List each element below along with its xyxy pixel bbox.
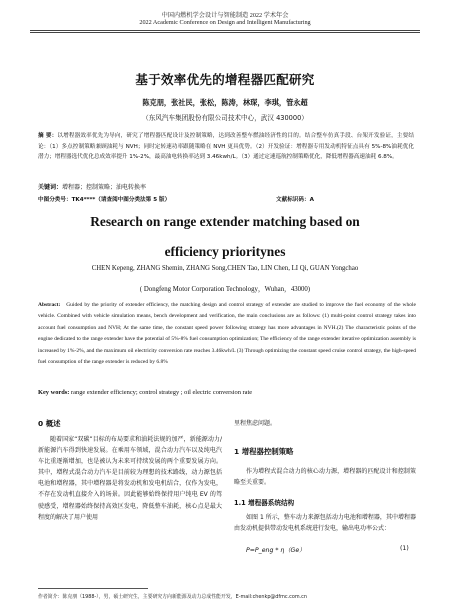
author-footnote: 作者简介：陈克朋（1988-），男，硕士研究生，主要研究方向新能源及动力总成性能开发，E-mail:chenkp@dfmc.com.cn (38, 594, 307, 600)
authors-en: CHEN Kepeng, ZHANG Shemin, ZHANG Song,CHEN Tao, LIN Chen, LI Qi, GUAN Yongchao (91, 265, 359, 272)
paper-title-en-line2: efficiency prioritynes (164, 244, 286, 259)
right-column-continuation: 里程焦虑问题。 (234, 420, 277, 427)
formula-1-number: (1) (400, 545, 409, 552)
conference-header-en: 2022 Academic Conference on Design and Intelligent Manufacturing (139, 19, 311, 26)
footnote-divider (38, 588, 148, 589)
abstract-en (38, 300, 416, 368)
section-1-1-text: 如图 1 所示，整车动力来源包括动力电池和增程器，其中增程器由发动机提供带动发电机系统进行发电，输出电功率公式： (234, 514, 416, 533)
keywords-text-en: range extender efficiency; control strategy ; oil electric conversion rate (71, 389, 253, 396)
paper-title-en-line1: Research on range extender matching based on (90, 214, 360, 229)
conference-header-cn: 中国内燃机学会设计与智能制造 2022 学术年会 (161, 12, 289, 19)
abstract-label-en: Abstract: (38, 302, 61, 308)
document-code: 文献标识码：A (276, 197, 314, 203)
affiliation-cn: （东风汽车集团股份有限公司技术中心，武汉 430000） (142, 114, 308, 122)
formula-1: P=P_eng * η（Ge） (246, 547, 306, 554)
keywords-text-cn: 增程器；控制策略；油电转换率 (62, 184, 147, 191)
classification-code: 中图分类号：TK4****（请查阅中图分类法第 5 版） (38, 197, 171, 203)
abstract-label-cn: 摘 要： (38, 133, 58, 139)
abstract-text-cn: 以增程器效率优先为导向，研究了增程器匹配设计及控制策略，达到改善整车燃油经济性的目的。结合整车仿真手段、台架开发验证，主要结论：（1）多点控制策略兼顾油耗与 NVH；同时定转速功率跟随策略在 NVH 更具优势。（2）开发验证：增程器专用发动机特征点具有 5%-8%油耗优化潜力；增程器选代优化总成效率提升 1%-2%，最高油电转换率达到 3.46kwh/L。（3）通过定速巡航控制策略优化，降低增程器高速油耗 6.8%。 (38, 133, 414, 161)
paper-title-cn: 基于效率优先的增程器匹配研究 (135, 72, 315, 87)
abstract-text-en: Guided by the priority of extender efficiency, the matching design and control strategy of extender are studied to improve the fuel economy of the whole vehicle. Combined with vehicle simulation means, bench development and verification, the main conclusions are as follows: (1) multi-point control strategy takes into account fuel consumption and NVH; At the same time, the constant speed power following strategy has more advantages in NVH.(2) The characteristic points of the engine dedicated to the range extender have the potential of 5%-8% fuel consumption optimization; The efficiency of the range extender iterative optimization assembly is increased by 1%-2%, and the maximum oil electricity conversion rate reaches 3.46kwh/L (3) Through optimizing the constant speed cruise control strategy, the high-speed fuel consumption of the range extender is reduced by 6.8% (38, 302, 416, 366)
authors-cn: 陈克朋，张社民，张松，陈涛，林琛，李琪，管永超 (142, 98, 308, 107)
affiliation-en: ( Dongfeng Motor Corporation Technology，Wuhan，43000) (139, 286, 311, 293)
keywords-en (38, 389, 416, 396)
section-0-heading: 0 概述 (38, 419, 61, 428)
keywords-label-cn: 关键词： (38, 184, 63, 191)
classification-line (38, 195, 414, 203)
section-1-text: 作为增程式混合动力的核心动力源，增程器的匹配设计和控制策略至关重要。 (234, 468, 416, 487)
header-divider-secondary (30, 32, 420, 33)
section-1-heading: 1 增程器控制策略 (234, 447, 294, 456)
keywords-label-en: Key words: (38, 389, 70, 396)
section-0-text: 随着国家“双碳”目标的布局要求和油耗法规的加严，新能源动力/新能源汽车得到快速发展。在乘用车领域，混合动力汽车以及纯电汽车比重逐渐增加，也是被认为未来可持续发展的两个重要发展方向。其中，增程式混合动力汽车是目前较为理想的技术路线，动力源包括电池和增程器，其中增程器是将发动机和发电机结合，仅作为发电，不存在发动机直接介入的场景。因此能够始终保持用户纯电 EV 的驾驶感受，增程器始终保持高效区发电，降低整车油耗，核心点是最大程度的解决了用户使用 (38, 436, 222, 521)
header-divider (30, 30, 420, 31)
section-1-1-heading: 1.1 增程器系统结构 (234, 499, 295, 507)
keywords-cn (38, 182, 414, 191)
abstract-cn (38, 131, 414, 163)
